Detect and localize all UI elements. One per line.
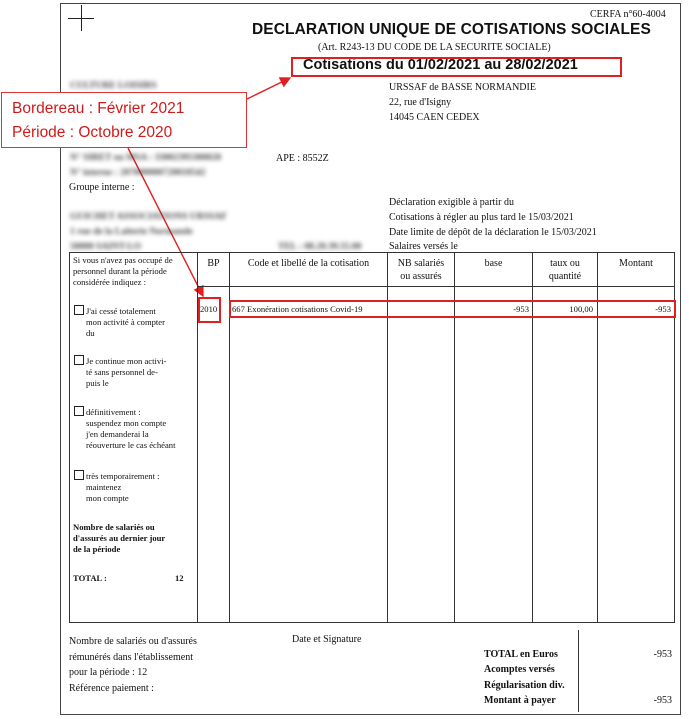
header-base: base [484,258,503,269]
total-euros-label: TOTAL en Euros [484,649,558,660]
checkbox-no-staff[interactable] [74,355,84,365]
guichet-name: GUICHET ASSOCIATIONS URSSAF [70,212,227,222]
urssaf-city: 14045 CAEN CEDEX [389,112,480,123]
option-temporarily: très temporairement : maintenez mon compte [86,471,160,503]
header-code: Code et libellé de la cotisation [247,258,370,269]
row-highlight-box [229,300,676,318]
amount-to-pay-value: -953 [653,695,672,706]
employer-siret: N° SIRET ou MSA : 33002395300020 [70,153,222,163]
date-signature-label: Date et Signature [292,634,362,645]
guichet-city: 50000 SAINT-LO [70,242,142,252]
header-nb-salaries: NB salariés ou assurés [397,258,445,282]
option-ceased-activity: J'ai cessé totalement mon activité à compter du [86,306,165,338]
employer-internal-number: N° interne : 207000000720010542 [70,168,206,178]
internal-group: Groupe interne : [69,182,135,193]
urssaf-name: URSSAF de BASSE NORMANDIE [389,82,536,93]
contribution-period: Cotisations du 01/02/2021 au 28/02/2021 [303,57,578,73]
header-bp: BP [207,258,220,269]
total-value: 12 [175,573,184,583]
salaries-paid-date: Salaires versés le [389,241,458,252]
filing-deadline: Date limite de dépôt de la déclaration le 15/03/2021 [389,227,597,238]
row-taux: 100,00 [569,304,593,314]
guichet-address: 1 rue de la Laiterie Normande [70,227,193,237]
checkbox-temporarily[interactable] [74,470,84,480]
annotation-line-1: Bordereau : Février 2021 [12,100,185,117]
payment-due-date: Cotisations à régler au plus tard le 15/03/2021 [389,212,574,223]
annotation-line-2: Période : Octobre 2020 [12,124,173,141]
table-left-border [69,252,70,623]
legal-reference: (Art. R243-13 DU CODE DE LA SECURITE SOCIALE) [318,42,551,53]
regularisation-label: Régularisation div. [484,680,565,691]
header-montant: Montant [619,258,653,269]
option-no-staff: Je continue mon activi- té sans personnel de- puis le [86,356,167,388]
guichet-phone: TEL : 08.20.39.55.00 [278,242,362,252]
acomptes-label: Acomptes versés [484,664,555,675]
amount-to-pay-label: Montant à payer [484,695,556,706]
row-bp: 2010 [200,304,218,314]
option-definitively: définitivement : suspendez mon compte j'en demanderai la réouverture le cas échéant [86,407,176,450]
cerfa-number: CERFA n°60-4004 [590,9,666,20]
ape-code: APE : 8552Z [276,153,329,164]
header-taux: taux ou quantité [548,258,582,282]
row-base: -953 [513,304,529,314]
table-bottom-border [69,622,675,623]
row-code: 667 Exonération cotisations Covid-19 [232,304,363,314]
arrow-to-period [247,78,290,99]
row-montant: -953 [655,304,671,314]
urssaf-street: 22, rue d'Isigny [389,97,452,108]
totals-divider [578,630,579,712]
employee-count-label: Nombre de salariés ou d'assurés au dernier jour de la période [73,522,166,554]
total-euros-value: -953 [653,649,672,660]
checkbox-definitively[interactable] [74,406,84,416]
table-header-bottom [198,286,675,287]
employer-name: CULTURE LOISIRS [70,81,157,91]
total-label: TOTAL : [73,573,107,583]
footer-employee-count: Nombre de salariés ou d'assurés rémunérés dans l'établissement pour la période : 12 Référence paiement : [69,636,197,694]
table-top-border [69,252,675,253]
left-column-header: Si vous n'avez pas occupé de personnel durant la période considérée indiquez : [73,255,173,287]
bp-highlight-box [198,297,221,323]
checkbox-ceased-activity[interactable] [74,305,84,315]
declaration-exigible: Déclaration exigible à partir du [389,197,514,208]
form-title: DECLARATION UNIQUE DE COTISATIONS SOCIALES [252,21,651,38]
